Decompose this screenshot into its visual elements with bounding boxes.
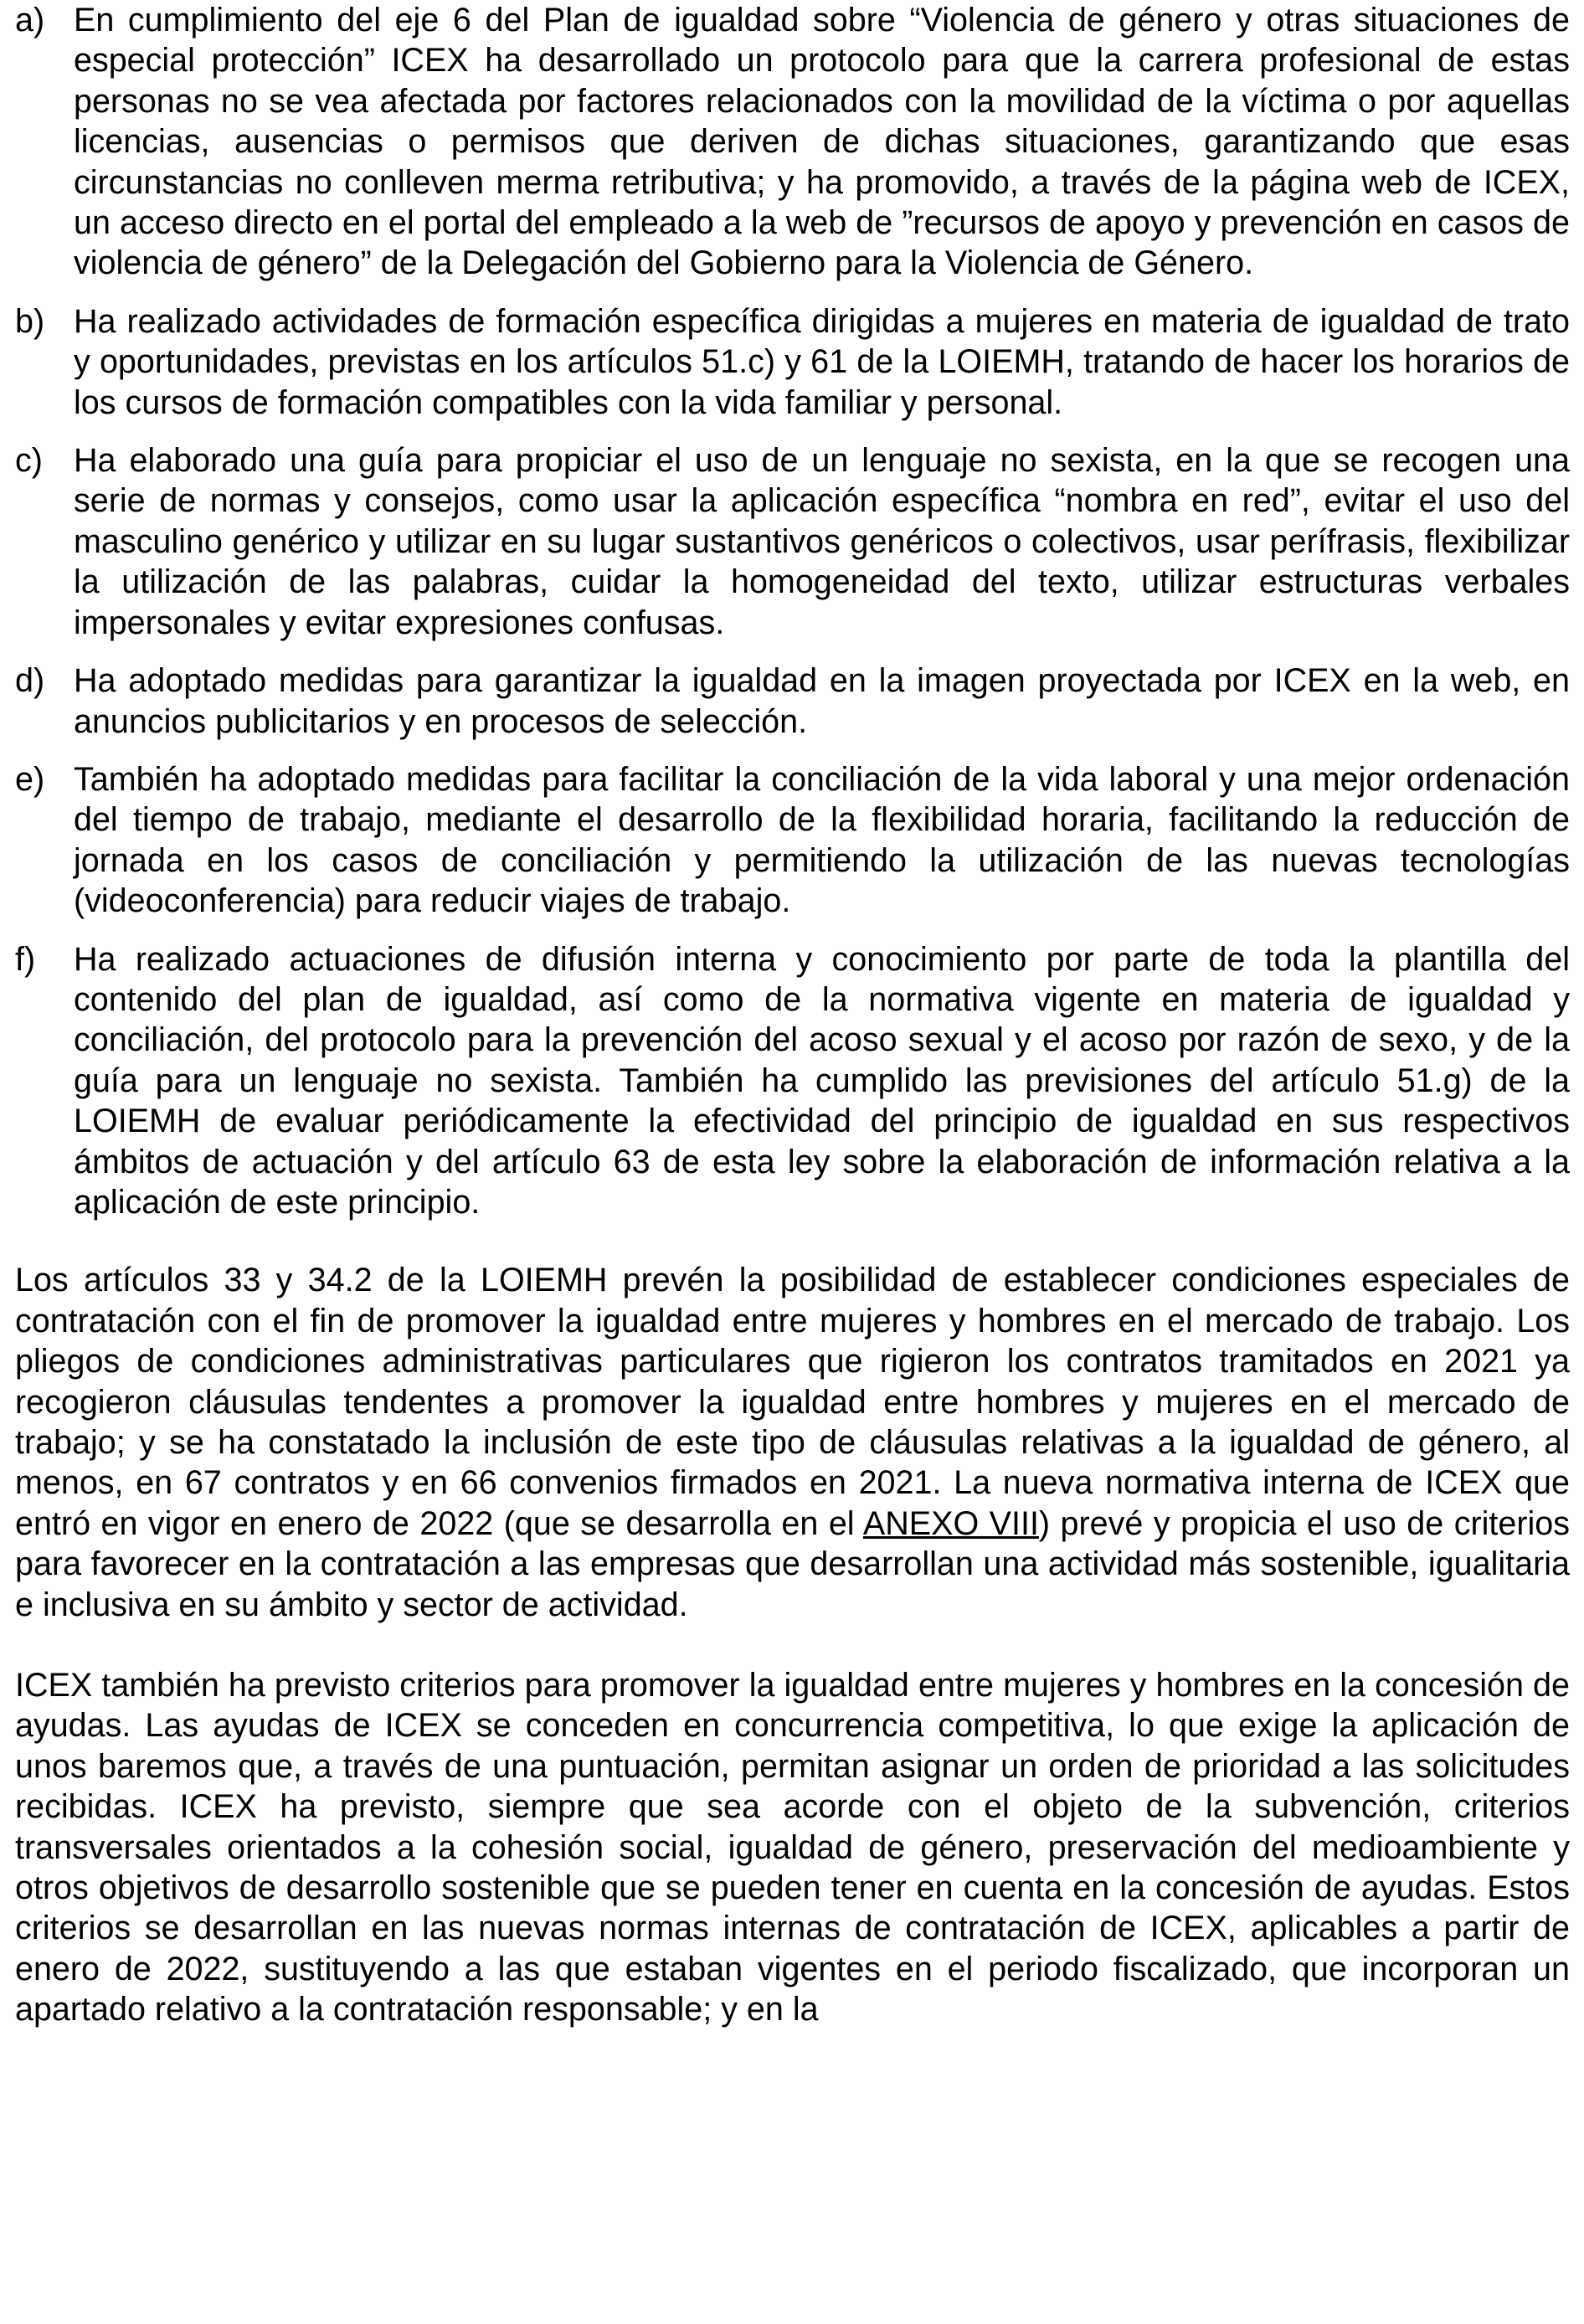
list-item (15, 301, 1570, 423)
list-marker: a) (15, 2, 45, 39)
list-marker: f) (15, 940, 36, 978)
list-item-text: En cumplimiento del eje 6 del Plan de igualdad sobre “Violencia de género y otras situaciones de especial protección” ICEX ha desarrollado un protocolo para que la carrera profesional de estas personas no se vea afectada por factores relacionados con la movilidad de la víctima o por aquellas licencias, ausencias o permisos que deriven de dichas situaciones, garantizando que esas circunstancias no conlleven merma retributiva; y ha promovido, a través de la página web de ICEX, un acceso directo en el portal del empleado a la web de ”recursos de apoyo y prevención en casos de violencia de género” de la Delegación del Gobierno para la Violencia de Género. (74, 2, 1570, 282)
contracting-clauses-paragraph (15, 1260, 1570, 1625)
list-item-text: Ha adoptado medidas para garantizar la igualdad en la imagen proyectada por ICEX en la web, en anuncios publicitarios y en procesos de selección. (74, 662, 1570, 740)
list-marker: d) (15, 662, 45, 700)
list-marker: e) (15, 760, 45, 798)
list-marker: b) (15, 302, 45, 340)
anexo-viii-link[interactable]: ANEXO VIII (862, 1504, 1039, 1542)
list-item-text: También ha adoptado medidas para facilitar la conciliación de la vida laboral y una mejor ordenación del tiempo de trabajo, mediante el desarrollo de la flexibilidad horaria, facilitando la reducción de jornada en los casos de conciliación y permitiendo la utilización de las nuevas tecnologías (videoconferencia) para reducir viajes de trabajo. (74, 760, 1570, 920)
list-item-text: Ha realizado actividades de formación específica dirigidas a mujeres en materia de igualdad de trato y oportunidades, previstas en los artículos 51.c) y 61 de la LOIEMH, tratando de hacer los horarios de los cursos de formación compatibles con la vida familiar y personal. (74, 302, 1570, 421)
measures-list (15, 0, 1570, 1222)
list-item-text: Ha elaborado una guía para propiciar el uso de un lenguaje no sexista, en la que se recogen una serie de normas y consejos, como usar la aplicación específica “nombra en red”, evitar el uso del masculino genérico y utilizar en su lugar sustantivos genéricos o colectivos, usar perífrasis, flexibilizar la utilización de las palabras, cuidar la homogeneidad del texto, utilizar estructuras verbales impersonales y evitar expresiones confusas. (74, 442, 1570, 641)
list-marker: c) (15, 442, 43, 480)
list-item (15, 759, 1570, 922)
paragraph-text-after-link: ) prevé y propicia el uso de criterios para favorecer en la contratación a las empresas que desarrollan una actividad más sostenible, igualitaria e inclusiva en su ámbito y sector de actividad. (15, 1504, 1570, 1623)
grants-criteria-paragraph: ICEX también ha previsto criterios para promover la igualdad entre mujeres y hombres en la concesión de ayudas. Las ayudas de ICEX se conceden en concurrencia competitiva, lo que exige la aplicación de unos baremos que, a través de una puntuación, permitan asignar un orden de prioridad a las solicitudes recibidas. ICEX ha previsto, siempre que sea acorde con el objeto de la subvención, criterios transversales orientados a la cohesión social, igualdad de género, preservación del medioambiente y otros objetivos de desarrollo sostenible que se pueden tener en cuenta en la concesión de ayudas. Estos criterios se desarrollan en las nuevas normas internas de contratación de ICEX, aplicables a partir de enero de 2022, sustituyendo a las que estaban vigentes en el periodo fiscalizado, que incorporan un apartado relativo a la contratación responsable; y en la (15, 1667, 1570, 2028)
list-item (15, 440, 1570, 643)
paragraph-text-before-link: Los artículos 33 y 34.2 de la LOIEMH prevén la posibilidad de establecer condiciones especiales de contratación con el fin de promover la igualdad entre mujeres y hombres en el mercado de trabajo. Los pliegos de condiciones administrativas particulares que rigieron los contratos tramitados en 2021 ya recogieron cláusulas tendentes a promover la igualdad entre hombres y mujeres en el mercado de trabajo; y se ha constatado la inclusión de este tipo de cláusulas relativas a la igualdad de género, al menos, en 67 contratos y en 66 convenios firmados en 2021. La nueva normativa interna de ICEX que entró en vigor en enero de 2022 (que se desarrolla en el (15, 1262, 1570, 1542)
list-item (15, 0, 1570, 284)
document-page (15, 0, 1570, 2030)
list-item (15, 661, 1570, 742)
list-item-text: Ha realizado actuaciones de difusión interna y conocimiento por parte de toda la plantilla del contenido del plan de igualdad, así como de la normativa vigente en materia de igualdad y conciliación, del protocolo para la prevención del acoso sexual y el acoso por razón de sexo, y de la guía para un lenguaje no sexista. También ha cumplido las previsiones del artículo 51.g) de la LOIEMH de evaluar periódicamente la efectividad del principio de igualdad en sus respectivos ámbitos de actuación y del artículo 63 de esta ley sobre la elaboración de información relativa a la aplicación de este principio. (74, 940, 1570, 1221)
list-item (15, 939, 1570, 1223)
